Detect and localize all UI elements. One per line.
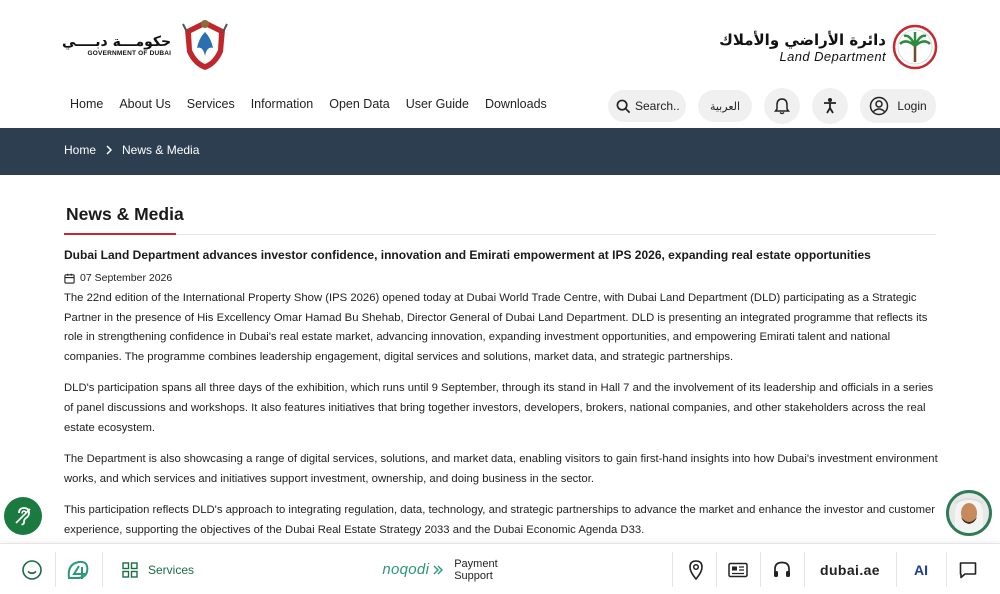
chevron-right-icon xyxy=(104,145,114,155)
gov-logo-english: GOVERNMENT OF DUBAI xyxy=(87,49,172,57)
payment-line-1: Payment xyxy=(454,557,498,570)
news-button[interactable] xyxy=(718,544,758,594)
smiley-icon xyxy=(21,559,43,581)
ear-icon xyxy=(12,505,34,527)
chat-button[interactable] xyxy=(948,544,988,594)
falcon-emblem-icon xyxy=(177,16,233,74)
newspaper-icon xyxy=(728,562,748,578)
government-of-dubai-logo[interactable] xyxy=(62,16,233,74)
search-icon xyxy=(616,99,631,114)
article-date xyxy=(64,272,172,284)
assistant-avatar-icon xyxy=(949,493,989,533)
chat-bubble-icon xyxy=(958,560,978,580)
noqodi-logo: noqodi xyxy=(382,561,430,578)
location-pin-icon xyxy=(688,560,704,580)
accessibility-button[interactable] xyxy=(812,88,848,124)
breadcrumb-bar xyxy=(0,128,1000,175)
search-button[interactable] xyxy=(608,90,686,122)
dld-logo-arabic: دائرة الأراضي والأملاك xyxy=(719,30,886,49)
article-title: Dubai Land Department advances investor confidence, innovation and Emirati empowerment at IPS 2026, expanding real estate opportunities xyxy=(64,248,871,262)
double-chevron-right-icon xyxy=(432,564,444,576)
accessibility-person-icon xyxy=(821,97,839,115)
ai-assistant-button[interactable] xyxy=(900,544,942,594)
location-button[interactable] xyxy=(676,544,716,594)
bottom-toolbar xyxy=(0,543,1000,594)
d4-logo-icon xyxy=(65,558,93,582)
article-paragraph: The Department is also showcasing a range of digital services, solutions, and market data, enabling visitors to gain first-hand insights into how Dubai's investment environment works, and which services and initiatives support investment, ownership, and doing business in the sector. xyxy=(64,453,938,485)
ai-label: AI xyxy=(914,561,928,578)
nav-home[interactable]: Home xyxy=(70,97,104,111)
services-footer-button[interactable] xyxy=(112,544,204,594)
search-label: Search.. xyxy=(635,99,680,113)
payment-support-label xyxy=(454,558,497,582)
payment-line-2: Support xyxy=(454,569,493,582)
article-paragraph: This participation reflects DLD's approach to integrating regulation, data, technology, and strategic partnerships to advance the market and enhance the investor and customer experience, supporting the objectives of the Dubai Real Estate Strategy 2033 and the Dubai Economic Agenda D33. xyxy=(64,504,936,536)
nav-information[interactable]: Information xyxy=(250,97,314,111)
article-date-text: 07 September 2026 xyxy=(80,272,173,284)
happiness-meter-button[interactable] xyxy=(58,544,100,594)
language-toggle[interactable]: العربية xyxy=(698,90,752,122)
bell-icon xyxy=(773,97,791,115)
notifications-button[interactable] xyxy=(764,88,800,124)
title-divider xyxy=(64,234,936,235)
login-label: Login xyxy=(897,99,927,113)
virtual-assistant-avatar[interactable] xyxy=(946,490,992,536)
services-footer-label: Services xyxy=(147,562,194,577)
login-button[interactable] xyxy=(860,89,936,123)
feedback-button[interactable] xyxy=(10,544,54,594)
main-navigation xyxy=(62,90,555,118)
site-header xyxy=(0,0,1000,128)
nav-open-data[interactable]: Open Data xyxy=(329,97,390,111)
headset-icon xyxy=(772,560,792,580)
payment-support-button[interactable] xyxy=(370,544,510,594)
user-circle-icon xyxy=(869,96,889,116)
title-accent-underline xyxy=(64,233,176,235)
article-paragraph: The 22nd edition of the International Property Show (IPS 2026) opened today at Dubai World Trade Centre, with Dubai Land Department (DLD) participating as a Strategic Partner in the presence of His Excellency Omar Hamad Bu Shehab, Director General of Dubai Land Department. DLD is presenting an integrated programme that reflects its role in strengthening confidence in Dubai's real estate market, advancing innovation, expanding investment opportunities, and empowering Emirati talent and national companies. The programme combines leadership engagement, digital services and solutions, market data, and strategic partnerships. xyxy=(64,292,928,363)
header-tools xyxy=(608,88,936,124)
breadcrumb-home[interactable]: Home xyxy=(64,143,97,157)
land-department-logo[interactable] xyxy=(719,24,938,70)
dubai-ae-logo: dubai.ae xyxy=(820,561,880,578)
dubai-ae-link[interactable] xyxy=(808,544,892,594)
article-paragraph: DLD's participation spans all three days of the exhibition, which runs until 9 September, through its stand in Hall 7 and the involvement of its leadership and officials in a series of panel discussions and workshops. It also features initiatives that bring together investors, developers, brokers, national companies, and other stakeholders across the real estate ecosystem. xyxy=(64,382,934,434)
nav-downloads[interactable]: Downloads xyxy=(484,97,547,111)
calendar-icon xyxy=(64,273,75,284)
dld-logo-english: Land Department xyxy=(779,48,886,64)
page-title: News & Media xyxy=(66,204,184,224)
breadcrumb-current: News & Media xyxy=(122,143,200,157)
nav-about-us[interactable]: About Us xyxy=(119,97,171,111)
article-body xyxy=(64,289,938,553)
hearing-accessibility-button[interactable] xyxy=(4,497,42,535)
palm-tree-emblem-icon xyxy=(892,24,938,70)
grid-icon xyxy=(122,562,138,578)
nav-user-guide[interactable]: User Guide xyxy=(405,97,469,111)
support-headset-button[interactable] xyxy=(762,544,802,594)
nav-services[interactable]: Services xyxy=(186,97,235,111)
gov-logo-arabic: حكومـــة دبــــي xyxy=(62,33,172,50)
breadcrumb xyxy=(64,143,199,157)
